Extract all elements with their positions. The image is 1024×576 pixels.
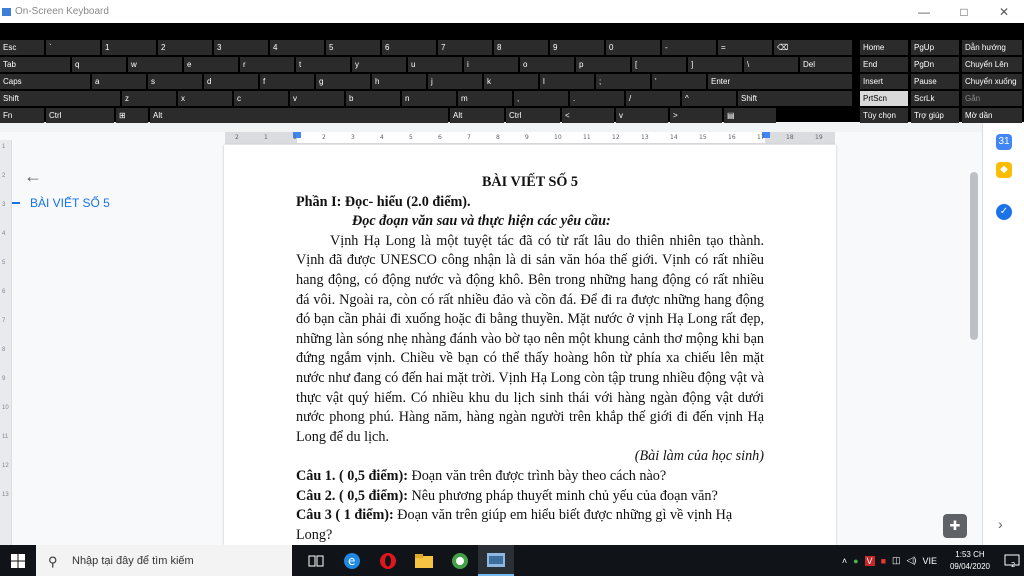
key[interactable]: Del bbox=[800, 57, 852, 72]
key[interactable]: b bbox=[346, 91, 400, 106]
passage: Vịnh Hạ Long là một tuyệt tác đã có từ rất lâu do thiên nhiên tạo thành. Vịnh đã được UNESCO công nhận là di sản văn hóa thế giới. Vịnh có rất nhiều hang động, có động nước và động khô. Bên trong những hang động có rất nhiều đá vôi. Ngoài ra, còn có rất nhiều đảo và cồn đá. Để đi ra được những hang động đó bạn cần phải đi xuống hoặc đi bằng thuyền. Mặt nước ở vịnh Hạ Long rất đẹp, những làn sóng nhẹ nhàng đánh vào bờ tạo nên một khung cảnh thơ mộng khi bạn đứng ngắm vịnh. Chiều về bạn có thể thấy hoàng hôn từ phía xa chiếu lên mặt nước như đang có đến hai mặt trời. Vịnh Hạ Long còn tập trung nhiều động vật và thực vật quý hiếm. Có nhiều khu du lịch sinh thái với hàng ngàn động vật dưới nước phong phú. Hàng năm, hàng ngàn người trên khắp thế giới đi đến vịnh Hạ Long để du lịch. bbox=[296, 232, 764, 445]
left-ruler-number: 4 bbox=[2, 231, 6, 237]
key[interactable]: ' bbox=[652, 74, 706, 89]
key[interactable]: Gắn bbox=[962, 91, 1022, 106]
opera-icon[interactable] bbox=[370, 545, 406, 576]
key[interactable]: q bbox=[72, 57, 126, 72]
key[interactable]: ^ bbox=[682, 91, 736, 106]
vertical-ruler[interactable] bbox=[0, 140, 12, 545]
key[interactable]: e bbox=[184, 57, 238, 72]
key[interactable]: v bbox=[616, 108, 668, 123]
question-3-label: Câu 3 ( 1 điểm): bbox=[296, 507, 394, 524]
tray-app2-icon[interactable]: ■ bbox=[880, 555, 886, 566]
ruler-number: 10 bbox=[554, 134, 562, 141]
key[interactable]: Alt bbox=[150, 108, 448, 123]
key[interactable]: p bbox=[576, 57, 630, 72]
ruler-number: 1 bbox=[293, 134, 297, 141]
key[interactable]: / bbox=[626, 91, 680, 106]
ruler-number: 3 bbox=[351, 134, 355, 141]
key[interactable]: Ctrl bbox=[506, 108, 560, 123]
ruler-number: 7 bbox=[467, 134, 471, 141]
tray-app-icon[interactable]: ● bbox=[853, 555, 859, 566]
app-green-icon[interactable] bbox=[442, 545, 478, 576]
key[interactable]: d bbox=[204, 74, 258, 89]
key[interactable]: PgUp bbox=[911, 40, 959, 55]
ruler-number: 2 bbox=[235, 134, 239, 141]
arrow-left-icon[interactable]: ← bbox=[24, 166, 42, 186]
left-ruler-number: 9 bbox=[2, 376, 6, 382]
key[interactable]: 2 bbox=[158, 40, 212, 55]
key[interactable]: > bbox=[670, 108, 722, 123]
key[interactable]: Caps bbox=[0, 74, 90, 89]
svg-text:2: 2 bbox=[1011, 560, 1016, 568]
system-tray bbox=[839, 549, 1000, 573]
keyboard-app-icon bbox=[2, 8, 11, 16]
file-explorer-icon[interactable] bbox=[406, 545, 442, 576]
chevron-up-icon[interactable]: ˄ bbox=[841, 555, 848, 566]
ruler-number: 16 bbox=[728, 134, 736, 141]
key[interactable]: j bbox=[428, 74, 482, 89]
keyboard-title: On-Screen Keyboard bbox=[15, 6, 109, 17]
passage-source: (Bài làm của học sinh) bbox=[634, 448, 764, 465]
instruction-line: Đọc đoạn văn sau và thực hiện các yêu cầu: bbox=[352, 213, 611, 230]
key[interactable]: ⌫ bbox=[774, 40, 852, 55]
key[interactable]: 0 bbox=[606, 40, 660, 55]
left-ruler-number: 12 bbox=[2, 463, 9, 469]
key[interactable]: 5 bbox=[326, 40, 380, 55]
key[interactable]: Trợ giúp bbox=[911, 108, 959, 123]
ruler-number: 8 bbox=[496, 134, 500, 141]
taskbar bbox=[0, 545, 1024, 576]
question-1-label: Câu 1. ( 0,5 điểm): bbox=[296, 467, 408, 484]
tray-v-icon[interactable]: V bbox=[866, 555, 873, 566]
ruler-number: 13 bbox=[641, 134, 649, 141]
left-ruler-number: 10 bbox=[2, 405, 9, 411]
key[interactable]: PrtScn bbox=[860, 91, 908, 106]
svg-text:e: e bbox=[348, 553, 356, 568]
explore-button[interactable]: ✚ bbox=[943, 514, 967, 538]
key[interactable]: m bbox=[458, 91, 512, 106]
notification-icon[interactable] bbox=[1000, 545, 1024, 576]
ruler-number: 17 bbox=[757, 134, 765, 141]
edge-icon[interactable] bbox=[334, 545, 370, 576]
tasks-icon[interactable]: ✓ bbox=[996, 204, 1012, 220]
keep-icon[interactable]: ◆ bbox=[996, 162, 1012, 178]
key[interactable]: c bbox=[234, 91, 288, 106]
clock-date: 09/04/2020 bbox=[949, 561, 990, 571]
left-ruler-number: 6 bbox=[2, 289, 6, 295]
taskbar-search[interactable] bbox=[36, 545, 292, 576]
left-ruler-number: 8 bbox=[2, 347, 6, 353]
key[interactable]: 4 bbox=[270, 40, 324, 55]
key[interactable]: Tab bbox=[0, 57, 70, 72]
key[interactable]: - bbox=[662, 40, 716, 55]
key[interactable]: w bbox=[128, 57, 182, 72]
question-1 bbox=[296, 467, 764, 487]
key[interactable]: h bbox=[372, 74, 426, 89]
ruler-number: 5 bbox=[409, 134, 413, 141]
key[interactable]: 9 bbox=[550, 40, 604, 55]
ruler-number: 14 bbox=[670, 134, 678, 141]
left-ruler-number: 2 bbox=[2, 173, 6, 179]
calendar-icon[interactable]: 31 bbox=[996, 134, 1012, 150]
key[interactable]: Tùy chọn bbox=[860, 108, 908, 123]
minimize-icon[interactable]: — bbox=[918, 4, 930, 19]
question-3 bbox=[296, 506, 764, 545]
key[interactable]: = bbox=[718, 40, 772, 55]
key[interactable]: Dẫn hướng bbox=[962, 40, 1022, 55]
network-icon[interactable]: ◫ bbox=[892, 555, 901, 565]
key[interactable]: o bbox=[520, 57, 574, 72]
key[interactable]: Esc bbox=[0, 40, 44, 55]
left-ruler-number: 7 bbox=[2, 318, 6, 324]
question-2-label: Câu 2. ( 0,5 điểm): bbox=[296, 487, 408, 504]
key[interactable]: ▤ bbox=[724, 108, 776, 123]
key[interactable]: < bbox=[562, 108, 614, 123]
key[interactable]: 8 bbox=[494, 40, 548, 55]
key[interactable]: z bbox=[122, 91, 176, 106]
outline-item-label: BÀI VIẾT SỐ 5 bbox=[30, 196, 110, 210]
document-page[interactable] bbox=[224, 145, 836, 545]
task-view-icon[interactable] bbox=[298, 545, 334, 576]
left-ruler-number: 11 bbox=[2, 434, 9, 440]
side-panel bbox=[982, 120, 1024, 545]
key[interactable]: ] bbox=[688, 57, 742, 72]
keyboard-title-bar[interactable] bbox=[0, 0, 1024, 23]
key[interactable]: Shift bbox=[738, 91, 852, 106]
horizontal-ruler[interactable] bbox=[225, 132, 835, 144]
key[interactable]: Mờ dần bbox=[962, 108, 1022, 123]
ruler-number: 1 bbox=[264, 134, 268, 141]
key[interactable]: ` bbox=[46, 40, 100, 55]
key[interactable]: Home bbox=[860, 40, 908, 55]
left-ruler-number: 5 bbox=[2, 260, 6, 266]
key[interactable]: , bbox=[514, 91, 568, 106]
key[interactable]: ⊞ bbox=[116, 108, 148, 123]
ruler-number: 4 bbox=[380, 134, 384, 141]
vertical-scrollbar[interactable] bbox=[970, 172, 978, 340]
clock-time: 1:53 CH bbox=[955, 549, 985, 559]
key[interactable]: x bbox=[178, 91, 232, 106]
key[interactable]: t bbox=[296, 57, 350, 72]
outline-item-bai-viet[interactable] bbox=[12, 196, 110, 210]
key[interactable]: PgDn bbox=[911, 57, 959, 72]
key[interactable]: [ bbox=[632, 57, 686, 72]
question-1-text: Đoạn văn trên được trình bày theo cách nào? bbox=[407, 467, 667, 484]
key[interactable]: 7 bbox=[438, 40, 492, 55]
on-screen-keyboard bbox=[0, 0, 1024, 122]
outline-dash bbox=[12, 202, 20, 204]
key[interactable]: Chuyển Lên bbox=[962, 57, 1022, 72]
key[interactable]: Insert bbox=[860, 74, 908, 89]
maximize-icon[interactable]: □ bbox=[960, 4, 968, 19]
key[interactable]: g bbox=[316, 74, 370, 89]
language-indicator[interactable]: VIE bbox=[922, 555, 937, 566]
key[interactable]: 1 bbox=[102, 40, 156, 55]
part1-heading: Phần I: Đọc- hiểu (2.0 điểm). bbox=[296, 193, 471, 210]
ruler-number: 19 bbox=[815, 134, 823, 141]
key[interactable]: u bbox=[408, 57, 462, 72]
document-title: BÀI VIẾT SỐ 5 bbox=[481, 174, 579, 190]
key[interactable]: i bbox=[464, 57, 518, 72]
key[interactable]: ; bbox=[596, 74, 650, 89]
ruler-number: 18 bbox=[786, 134, 794, 141]
ruler-number: 9 bbox=[525, 134, 529, 141]
key[interactable]: End bbox=[860, 57, 908, 72]
key[interactable]: r bbox=[240, 57, 294, 72]
search-placeholder: Nhập tại đây để tìm kiếm bbox=[72, 554, 194, 567]
left-ruler-number: 13 bbox=[2, 492, 9, 498]
keyboard-keys bbox=[0, 23, 1024, 122]
ruler-number: 2 bbox=[322, 134, 326, 141]
key[interactable]: v bbox=[290, 91, 344, 106]
key[interactable]: Shift bbox=[0, 91, 120, 106]
key[interactable]: Ctrl bbox=[46, 108, 114, 123]
key[interactable]: Alt bbox=[450, 108, 504, 123]
chevron-right-icon[interactable]: › bbox=[998, 516, 1003, 532]
ruler-number: 15 bbox=[699, 134, 707, 141]
ruler-number: 6 bbox=[438, 134, 442, 141]
key[interactable]: \ bbox=[744, 57, 798, 72]
left-ruler-number: 3 bbox=[2, 202, 6, 208]
key[interactable]: s bbox=[148, 74, 202, 89]
search-icon: ⚲ bbox=[48, 553, 58, 569]
key[interactable]: Enter bbox=[708, 74, 852, 89]
key[interactable]: k bbox=[484, 74, 538, 89]
key[interactable]: ScrLk bbox=[911, 91, 959, 106]
document-body[interactable] bbox=[296, 173, 764, 545]
key[interactable]: . bbox=[570, 91, 624, 106]
key[interactable]: l bbox=[540, 74, 594, 89]
on-screen-keyboard-taskbar-icon[interactable] bbox=[478, 545, 514, 576]
key[interactable]: Chuyển xuống bbox=[962, 74, 1022, 89]
clock[interactable] bbox=[950, 549, 990, 573]
key[interactable]: y bbox=[352, 57, 406, 72]
key[interactable]: Pause bbox=[911, 74, 959, 89]
question-3-text: Đoạn văn trên giúp em hiểu biết được những gì về vịnh Hạ Long? bbox=[296, 507, 733, 543]
key[interactable]: 6 bbox=[382, 40, 436, 55]
volume-icon[interactable]: ◁) bbox=[906, 555, 917, 565]
left-ruler-number: 1 bbox=[2, 144, 6, 150]
key[interactable]: 3 bbox=[214, 40, 268, 55]
ruler-number: 11 bbox=[583, 134, 591, 141]
windows-start-icon[interactable] bbox=[0, 545, 36, 576]
key[interactable]: n bbox=[402, 91, 456, 106]
key[interactable]: a bbox=[92, 74, 146, 89]
key[interactable]: Fn bbox=[0, 108, 44, 123]
close-icon[interactable]: ✕ bbox=[998, 4, 1010, 19]
question-2 bbox=[296, 487, 764, 507]
key[interactable]: f bbox=[260, 74, 314, 89]
question-2-text: Nêu phương pháp thuyết minh chủ yếu của đoạn văn? bbox=[407, 487, 718, 504]
ruler-number: 12 bbox=[612, 134, 620, 141]
